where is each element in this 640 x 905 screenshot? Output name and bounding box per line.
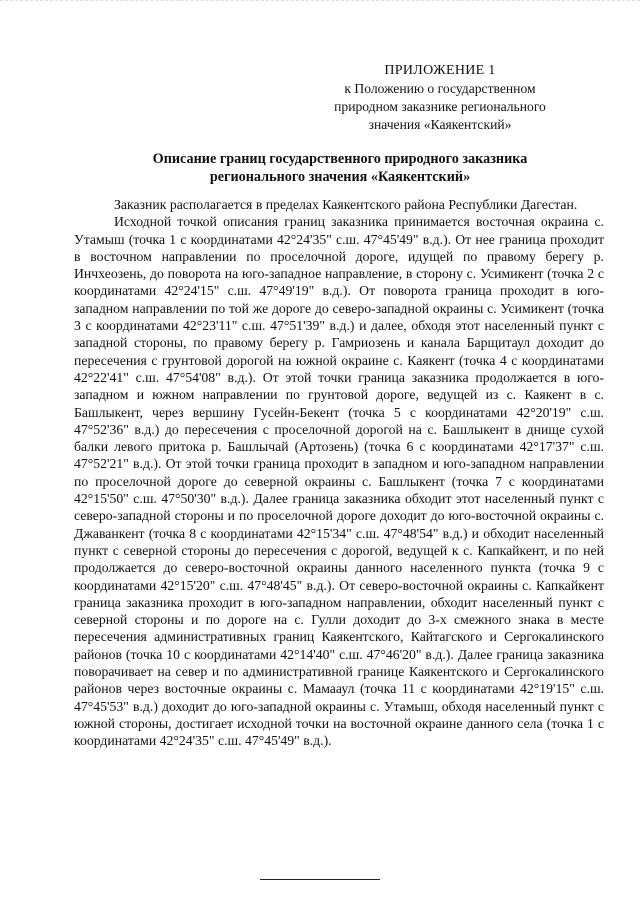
document-body <box>74 196 604 750</box>
document-title-line: регионального значения «Каякентский» <box>209 169 471 185</box>
body-paragraph: Заказник располагается в пределах Каякентского района Республики Дагестан. <box>114 197 578 212</box>
appendix-header <box>310 62 570 134</box>
footer-divider <box>260 879 380 880</box>
scan-edge-artifact <box>0 0 640 4</box>
appendix-line: природном заказнике регионального <box>334 99 546 114</box>
body-paragraph: Исходной точкой описания границ заказника принимается восточная окраина с. Утамыш (точка 1 с координатами 42°24'35" с.ш. 47°45'49" в.д.). От нее граница проходит в восточном направлении по проселочной дороге, идущей по правому берегу р. Инчхеозень, до поворота на юго-западное направление, в сторону с. Усимикент (точка 2 с координатами 42°24'15" с.ш. 47°49'19" в.д.). От поворота граница проходит в юго-западном направлении по той же дороге до северо-западной окраины с. Усимикент (точка 3 с координатами 42°23'11" с.ш. 47°51'39" в.д.) и далее, обходя этот населенный пункт с западной стороны, по правому берегу р. Гамриозень и канала Барщитаул доходит до пересечения с грунтовой дорогой на южной окраине с. Каякент (точка 4 с координатами 42°22'41" с.ш. 47°54'08" в.д.). От этой точки граница заказника продолжается в юго-западном и южном направлении по грунтовой дороге, ведущей из с. Каякент в с. Башлыкент, через вершину Гусейн-Бекент (точка 5 с координатами 42°20'19" с.ш. 47°52'36" в.д.) до пересечения с проселочной дорогой на с. Башлыкент в днище сухой балки левого притока р. Башлычай (Артозень) (точка 6 с координатами 42°17'37" с.ш. 47°52'21" в.д.). От этой точки граница проходит в западном и юго-западном направлении по проселочной дороге до северной окраины с. Башлыкент (точка 7 с координатами 42°15'50" с.ш. 47°50'30" в.д.). Далее граница заказника обходит этот населенный пункт с северо-западной стороны и по проселочной дороге доходит до юго-восточной окраины с. Джаванкент (точка 8 с координатами 42°15'34" с.ш. 47°48'54" в.д.) и обходит населенный пункт с северной стороны до пересечения с дорогой, ведущей к с. Капкайкент, и по ней продолжается до северо-восточной окраины данного населенного пункта (точка 9 с координатами 42°15'20" с.ш. 47°48'45" в.д.). От северо-восточной окраины с. Капкайкент граница заказника проходит в юго-западном направлении, обходит населенный пункт с северной стороны и по дороге на с. Гулли доходит до 3-х смежного знака в месте пересечения административных границ Каякентского, Кайтагского и Сергокалинского районов (точка 10 с координатами 42°14'40" с.ш. 47°46'20" в.д.). Далее граница заказника поворачивает на север и по административной границе Каякентского и Сергокалинского районов через восточные окраины с. Мамааул (точка 11 с координатами 42°19'15" с.ш. 47°45'53" в.д.) доходит до юго-западной окраины с. Утамыш, обходя населенный пункт с южной стороны, достигает исходной точки на восточной окраине данного села (точка 1 с координатами 42°24'35" с.ш. 47°45'49" в.д.). <box>74 214 604 749</box>
appendix-line: к Положению о государственном <box>344 81 536 96</box>
appendix-title: ПРИЛОЖЕНИЕ 1 <box>384 63 496 78</box>
document-title-line: Описание границ государственного природного заказника <box>152 151 528 167</box>
document-title <box>80 150 600 186</box>
appendix-line: значения «Каякентский» <box>368 117 512 132</box>
